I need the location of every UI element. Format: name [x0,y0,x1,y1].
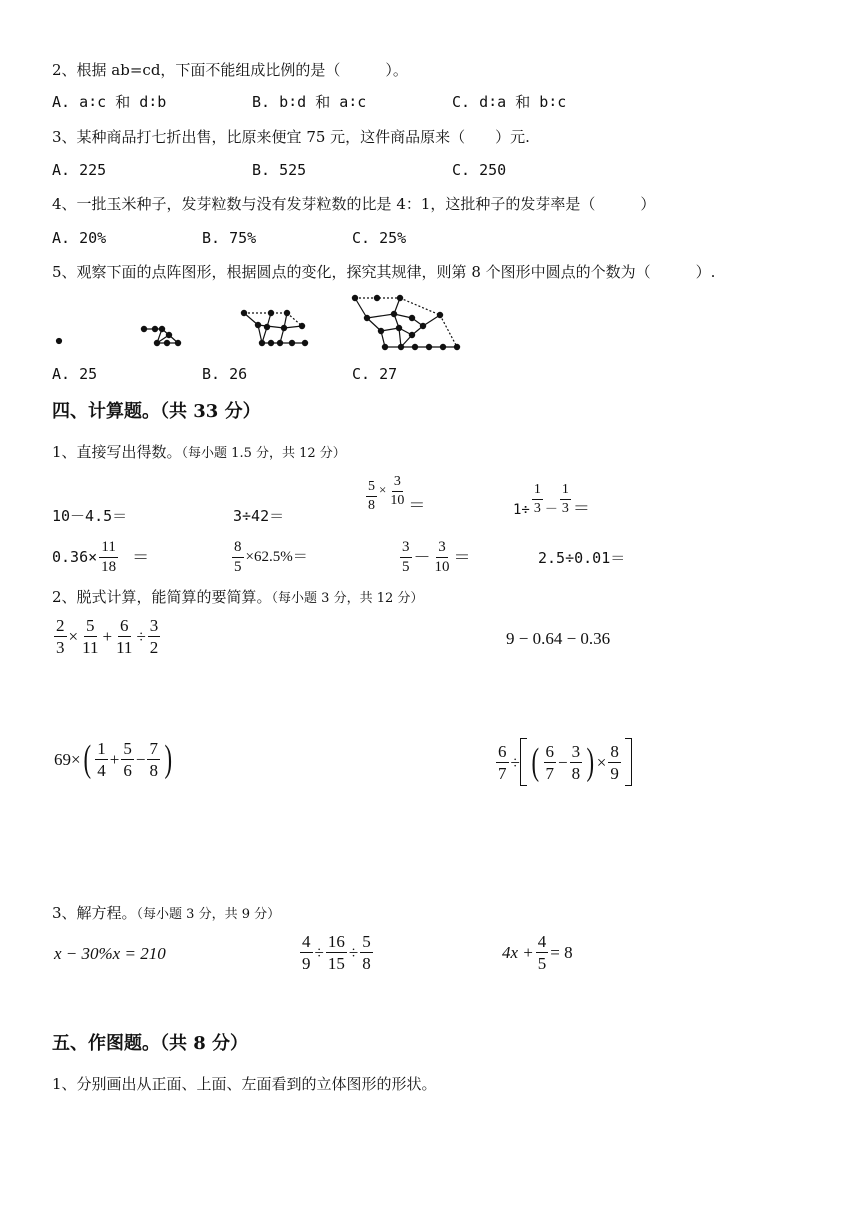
question-4: 4、一批玉米种子，发芽粒数与没有发芽粒数的比是 4：1，这批种子的发芽率是（ ） [52,195,656,213]
oral-expr-7: $\frac{3}{5}$ － $\frac{3}{10}$ ＝ [402,539,471,575]
oral-expr-6: $\frac{8}{5}$ ×62.5%＝ [234,539,308,575]
calc-expr-1: $\frac{2}{3}$ × $\frac{5}{11}$ + $\frac{6}{11}$ ÷ $\frac{3}{2}$ [56,616,159,657]
equation-3: 4x + $\frac{4}{5}$ = 8 [502,932,573,973]
q3-option-c: C. 250 [452,161,507,179]
section-5-heading: 五、作图题。（共 8 分） [52,1033,249,1054]
question-3: 3、某种商品打七折出售，比原来便宜 75 元，这件商品原来（ ）元. [52,128,530,146]
calc-expr-2: 9 − 0.64 − 0.36 [506,629,611,648]
part-2-title: 2、脱式计算，能简算的要简算。（每小题 3 分，共 12 分） [52,588,424,606]
q4-option-a: A. 20% [52,229,107,247]
oral-expr-1: 10－4.5＝ [52,507,128,525]
oral-expr-5: 0.36× $\frac{11}{18}$ ＝ [52,539,150,575]
question-2: 2、根据 ab=cd，下面不能组成比例的是（ ）。 [52,61,408,79]
q2-option-a: A. a∶c 和 d∶b [52,93,167,111]
q3-option-a: A. 225 [52,161,107,179]
q4-option-b: B. 75% [202,229,257,247]
calc-expr-4: $\frac{6}{7}$ ÷ ( $\frac{6}{7}$ − $\frac{3}{8}$ ) × $\frac{8}{9}$ [494,738,632,786]
oral-expr-3: $\frac{5}{8}$ × $\frac{3}{10}$ ＝ [368,474,426,515]
equation-1: x − 30%x = 210 [54,944,166,963]
q5-option-c: C. 27 [352,365,398,383]
q5-option-b: B. 26 [202,365,248,383]
oral-expr-8: 2.5÷0.01＝ [538,549,626,567]
question-5: 5、观察下面的点阵图形，根据圆点的变化，探究其规律，则第 8 个图形中圆点的个数为（ ）. [52,263,716,281]
part-1-title: 1、直接写出得数。（每小题 1.5 分，共 12 分） [52,443,346,461]
q3-option-b: B. 525 [252,161,307,179]
part-3-title: 3、解方程。（每小题 3 分，共 9 分） [52,904,281,922]
oral-expr-2: 3÷42＝ [233,507,285,525]
q2-option-b: B. b∶d 和 a∶c [252,93,367,111]
equation-2: $\frac{4}{9}$ ÷ $\frac{16}{15}$ ÷ $\frac{5}{8}$ [302,932,371,973]
section-5-question-1: 1、分别画出从正面、上面、左面看到的立体图形的形状。 [52,1075,437,1093]
q4-option-c: C. 25% [352,229,407,247]
q5-option-a: A. 25 [52,365,98,383]
q2-option-c: C. d∶a 和 b∶c [452,93,567,111]
oral-expr-4: 1÷ $\frac{1}{3}$ － $\frac{1}{3}$ ＝ [513,481,590,518]
section-4-heading: 四、计算题。（共 33 分） [52,401,261,422]
calc-expr-3: 69× ( $\frac{1}{4}$ + $\frac{5}{6}$ − $\frac{7}{8}$ ) [54,738,173,781]
dot-pattern-figure [40,290,480,360]
